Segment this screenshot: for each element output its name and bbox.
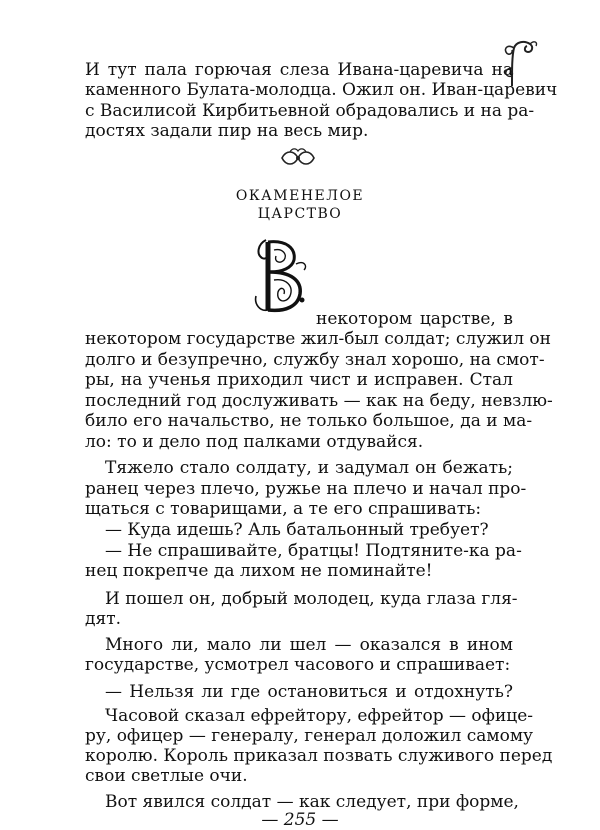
body-line: Тяжело стало солдату, и задумал он бежать; bbox=[105, 458, 513, 478]
page-number: — 255 — bbox=[261, 810, 339, 830]
body-line: королю. Король приказал позвать служивого перед bbox=[85, 746, 553, 766]
body-line: свои светлые очи. bbox=[85, 766, 248, 786]
body-line: Вот явился солдат — как следует, при форме, bbox=[105, 792, 519, 812]
body-line: государстве, усмотрел часового и спрашивает: bbox=[85, 655, 511, 675]
body-line: И пошел он, добрый молодец, куда глаза гля- bbox=[105, 589, 518, 609]
body-line: последний год дослуживать — как на беду, невзлю- bbox=[85, 391, 553, 411]
body-line: долго и безупречно, службу знал хорошо, на смот- bbox=[85, 350, 545, 370]
body-line: некотором государстве жил-был солдат; служил он bbox=[85, 329, 551, 349]
story-title: ОКАМЕНЕЛОЕ bbox=[235, 188, 365, 204]
story-title: ЦАРСТВО bbox=[257, 206, 343, 222]
body-line: щаться с товарищами, а те его спрашивать: bbox=[85, 499, 482, 519]
body-line: било его начальство, не только большое, да и ма- bbox=[85, 411, 533, 431]
intro-line: с Василисой Кирбитьевной обрадовались и на ра- bbox=[85, 101, 535, 121]
knot-ornament-icon bbox=[278, 148, 318, 168]
dialogue-line: — Не спрашивайте, братцы! Подтяните-ка ра- bbox=[105, 541, 522, 561]
body-line: Много ли, мало ли шел — оказался в ином bbox=[105, 635, 513, 655]
dialogue-line: — Куда идешь? Аль батальонный требует? bbox=[105, 520, 489, 540]
dialogue-line: нец покрепче да лихом не поминайте! bbox=[85, 561, 433, 581]
body-line: ру, офицер — генералу, генерал доложил самому bbox=[85, 726, 534, 746]
body-line: ло: то и дело под палками отдувайся. bbox=[85, 432, 424, 452]
dialogue-line: — Нельзя ли где остановиться и отдохнуть? bbox=[105, 682, 513, 702]
intro-line: достях задали пир на весь мир. bbox=[85, 121, 369, 141]
intro-line: И тут пала горючая слеза Ивана-царевича на bbox=[85, 60, 513, 80]
body-line: Часовой сказал ефрейтору, ефрейтор — офице- bbox=[105, 706, 534, 726]
intro-line: каменного Булата-молодца. Ожил он. Иван-царевич bbox=[85, 80, 558, 100]
svg-text:В: В bbox=[272, 290, 273, 291]
body-line: ры, на ученья приходил чист и исправен. Стал bbox=[85, 370, 513, 390]
body-line: некотором царстве, в bbox=[316, 309, 513, 329]
body-line: ранец через плечо, ружье на плечо и начал про- bbox=[85, 479, 527, 499]
body-line: дят. bbox=[85, 609, 122, 629]
drop-cap-icon bbox=[252, 236, 310, 316]
